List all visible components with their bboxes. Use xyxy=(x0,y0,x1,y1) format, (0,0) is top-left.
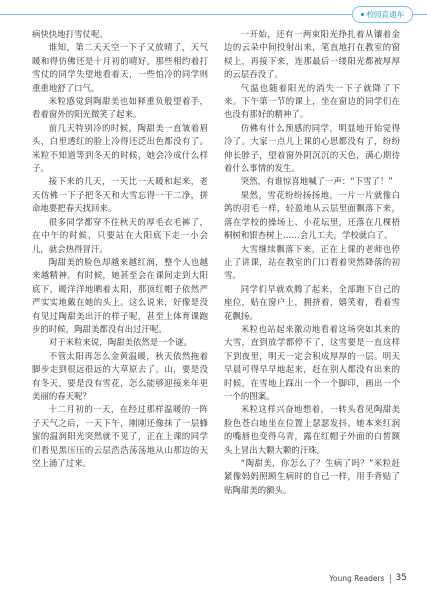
page-footer xyxy=(329,573,407,583)
paragraph: 同学们早就欢腾了起来，全部跑下自己的座位，贴在窗户上，拥挤着，嬉笑着，看着雪花飘扬。 xyxy=(224,283,400,321)
paragraph: 接下来的几天，一天比一天暖和起来，老天仿佛一下子把冬天和大雪忘得一干二净，拼命地要把春天找回来。 xyxy=(32,176,208,214)
left-column xyxy=(32,28,208,568)
paragraph: 很多同学都穿不住秋天的厚毛衣毛裤了，在中午的时候，只要站在大阳底下走一小会儿，就会热得冒汗。 xyxy=(32,216,208,254)
magazine-name: Young Readers xyxy=(329,573,385,583)
paragraph: 病快快地打雪仗呢。 xyxy=(32,29,108,39)
paragraph: 不管太阳再怎么金黄温暖，秋天依然拖着脚步走到很远很远的大草原去了。山，要是没有冬天，要是没有雪花，怎么能够迎接来年更美丽的春天呢？ xyxy=(32,350,208,401)
paragraph: 陶甜美的脸色却越来越红润，整个人也越来越精神。有时候，她甚至会在课间走到大阳底下，暖洋洋地晒着太阳，那顶红帽子依然严严实实地戴在她的头上。这么说来，好像是没有见过陶甜美出汗的样子呢，甚至上体育课跑步的时候，陶甜美都没有出过汗呢。 xyxy=(32,256,208,334)
paragraph: 仿佛有什么预感的同学，明显地开始觉得冷了。大家一点儿上课的心思都没有了，纷纷伸长脖子，望着窗外阴沉沉的天色，满心期待着什么事情的发生。 xyxy=(224,122,400,174)
paragraph: 果然，雪花纷纷扬扬地，一片一片就像白鸽的羽毛一样，轻盈地从云层里面飘落下来，落在学校的操场上、小花坛里，还落在几棵梧桐树和银杏树上……会儿工夫，学校就白了。 xyxy=(224,189,400,241)
paragraph: 米粒这样兴奋地想着，一转头看见陶甜美脸色苍白地坐在位置上瑟瑟发抖。她本来红润的嘴唇也变得乌青，露在红帽子外面的白皙额头上冒出大颗大颗的汗珠。 xyxy=(224,404,400,455)
paragraph: 米粒感觉到陶甜美也如释重负般望着手，看着窗外的阳光微笑了起来。 xyxy=(32,96,208,120)
paragraph: “陶甜美，你怎么了？生病了吗？”米粒赶紧像妈妈照顾生病时的自己一样，用手背贴了贴陶甜美的额头。 xyxy=(224,458,400,495)
paragraph: 十二月初的一天，在经过那样温暖的一阵子天气之后，一天下午，刚刚还像抹了一层蜂蜜的温润阳光突然就不见了，正在上课的同学们看见黑压压的云层浩浩荡荡地从山那边的天空上涌了过来。 xyxy=(32,404,208,468)
paragraph: 大雪继续飘落下来，正在上课的老师也停止了讲课，站在教室的门口看着突然降落的初雪。 xyxy=(224,243,400,281)
article-body xyxy=(32,28,400,568)
paragraph: 前几天特别冷的时候，陶甜美一直皱着眉头，白里透红的脸上冷得还泛出色都没有了。米粒不知道等到冬天的时候，她会冷成什么样子。 xyxy=(32,122,208,174)
footer-separator xyxy=(390,574,391,583)
paragraph: 对于米粒来说，陶甜美依然是一个谜。 xyxy=(48,337,193,348)
bullet-dot-icon xyxy=(361,13,364,16)
paragraph: 一开始，还有一两束阳光挣扎着从镶着金边的云朵中间投射出来，笔直地打在教室的窗棂上，再接下来，连那最后一缕阳光都被厚厚的云层吞没了。 xyxy=(224,29,400,80)
section-tag-label: 校园直通车 xyxy=(366,10,404,19)
paragraph: 谁知，第二天天空一下子又放晴了，天气暖和得仿佛还是十月初的晴好。那些相约着打雪仗的同学失望地看着天，一些怕冷的同学则重重地舒了口气。 xyxy=(32,42,208,93)
section-tag xyxy=(352,6,414,23)
right-column xyxy=(224,28,400,568)
paragraph: 米粒也站起来激动地看着这场突如其来的大雪，直到放学都停不了，这雪要是一直这样下到夜里，明天一定会积成厚厚的一层。明天早晨可得早早地起来，赶在别人都没有出来的时候，在雪地上踩出一个一个脚印，画出一个一个的图案。 xyxy=(224,323,400,401)
page-number: 35 xyxy=(395,573,407,583)
paragraph: 气温也随着阳光的消失一下子就降了下来。下午第一节的课上，坐在窗边的同学们在也没有那好的精神了。 xyxy=(224,82,400,120)
paragraph: 突然，有谁惊喜地喊了一声：“下雪了！” xyxy=(240,176,393,187)
